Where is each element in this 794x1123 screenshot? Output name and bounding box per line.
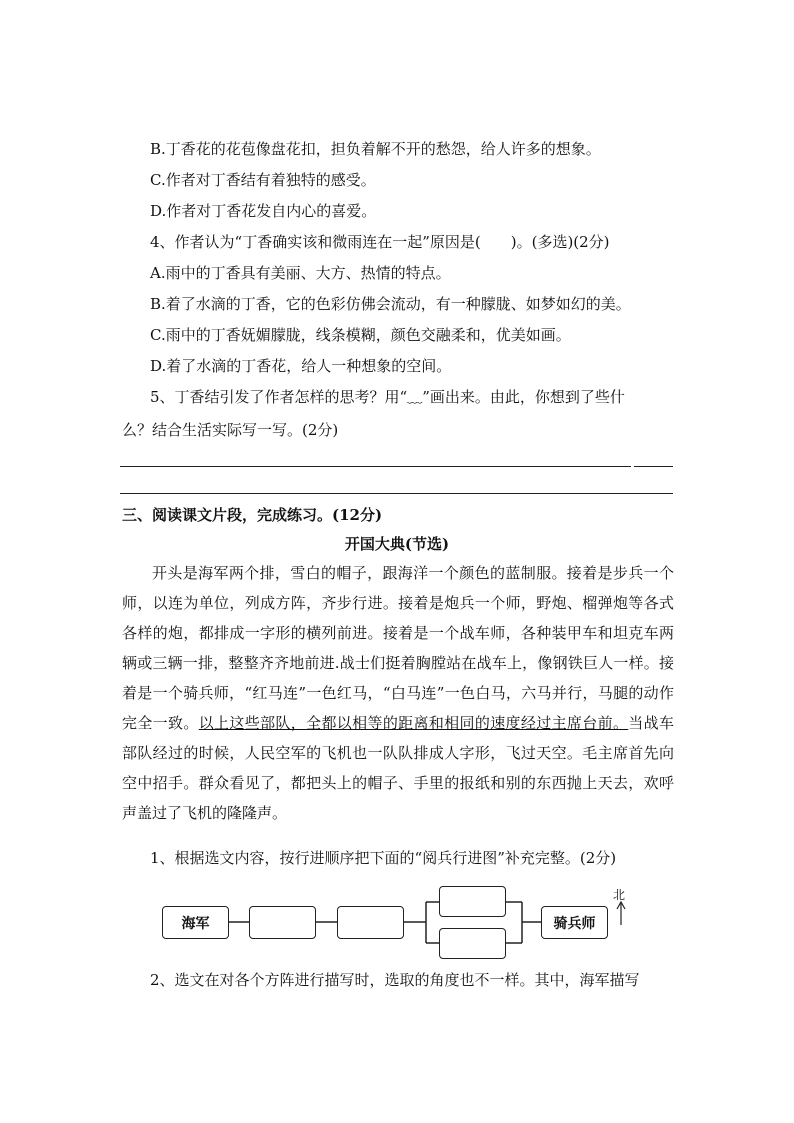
passage-underlined-sentence: 以上这些部队，全都以相等的距离和相同的速度经过主席台前。 — [198, 714, 629, 732]
s3-question-1: 1、根据选文内容，按行进顺序把下面的“阅兵行进图”补充完整。(2分) — [150, 849, 617, 867]
diagram-box-cavalry: 骑兵师 — [541, 906, 608, 939]
q3-option-b: B.丁香花的花苞像盘花扣，担负着解不开的愁怨，给人许多的想象。 — [150, 140, 601, 158]
passage-text-1: 开头是海军两个排，雪白的帽子，跟海洋一个颜色的蓝制服。接着是步兵一个师，以连为单位，列成方阵，齐步行进。接着是炮兵一个师，野炮、榴弹炮等各式各样的炮，都排成一字形的横列前进。接着是一个战车师，各种装甲车和坦克车两辆或三辆一排，整整齐齐地前进.战士们挺着胸膛站在战车上，像钢铁巨人一样。接着是一个骑兵师，“红马连”一色红马，“白马连”一色白马，六马并行，马腿的动作完全一致。 — [122, 564, 674, 732]
passage-text-2: 当战车部队经过的时候，人民空军的飞机也一队队排成人字形，飞过天空。毛主席首先向空中招手。群众看见了，都把头上的帽子、手里的报纸和别的东西抛上天去，欢呼声盖过了飞机的隆隆声。 — [122, 714, 674, 822]
q4-option-a: A.雨中的丁香具有美丽、大方、热情的特点。 — [150, 264, 451, 282]
q5-line2: 么？结合生活实际写一写。(2分) — [122, 421, 339, 439]
passage-title: 开国大典(节选) — [344, 535, 450, 553]
diagram-blank-box-4[interactable] — [439, 928, 506, 959]
q5-line1: 5、丁香结引发了作者怎样的思考？用“﹏”画出来。由此，你想到了些什 — [150, 388, 625, 406]
section3-heading: 三、阅读课文片段，完成练习。(12分) — [122, 506, 383, 524]
q3-option-d: D.作者对丁香花发自内心的喜爱。 — [150, 202, 377, 220]
q4-stem: 4、作者认为“丁香确实该和微雨连在一起”原因是( )。(多选)(2分) — [150, 233, 610, 251]
q4-option-d: D.着了水滴的丁香花，给人一种想象的空间。 — [150, 357, 452, 375]
north-label: 北 — [613, 888, 626, 902]
q4-option-b: B.着了水滴的丁香，它的色彩仿佛会流动，有一种朦胧、如梦如幻的美。 — [150, 295, 631, 313]
diagram-blank-box-2[interactable] — [337, 906, 404, 939]
s3-question-2: 2、选文在对各个方阵进行描写时，选取的角度也不一样。其中，海军描写 — [150, 971, 640, 989]
q4-option-c: C.雨中的丁香妩媚朦胧，线条模糊，颜色交融柔和，优美如画。 — [150, 326, 571, 344]
q3-option-c: C.作者对丁香结有着独特的感受。 — [150, 171, 376, 189]
diagram-blank-box-1[interactable] — [249, 906, 316, 939]
diagram-box-navy: 海军 — [162, 906, 229, 939]
diagram-blank-box-3[interactable] — [439, 886, 506, 917]
